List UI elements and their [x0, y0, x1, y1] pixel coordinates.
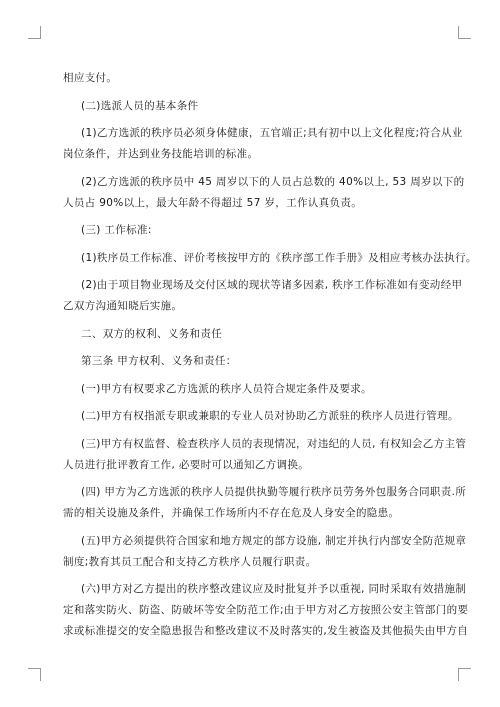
paragraph-line: 制度;教育其员工配合和支持乙方秩序人员履行职责。 — [63, 555, 317, 568]
crop-mark-top-right — [458, 26, 471, 39]
crop-mark-top-left — [28, 26, 41, 39]
paragraph-line: (一)甲方有权要求乙方选派的秩序人员符合规定条件及要求。 — [81, 382, 372, 395]
paragraph-line: (1)乙方选派的秩序员必须身体健康，五官端正;具有初中以上文化程度;符合从业 — [81, 127, 463, 139]
section-heading: (二)选派人员的基本条件 — [81, 99, 199, 112]
paragraph-line: 求或标准提交的安全隐患报告和整改建议不及时落实的,发生被盗及其他损失由甲方自 — [63, 625, 469, 637]
paragraph-line: (六)甲方对乙方提出的秩序整改建议应及时批复并予以重视, 同时采取有效措施制 — [81, 583, 467, 595]
paragraph-line: 人员占 90%以上，最大年龄不得超过 57 岁，工作认真负责。 — [63, 196, 363, 209]
paragraph-line: (2)乙方选派的秩序员中 45 周岁以下的人员占总数的 40%以上, 53 周岁以下的 — [81, 175, 465, 188]
text-line: 相应支付。 — [63, 72, 118, 84]
paragraph-line: (三)甲方有权监督、检查秩序人员的表现情况，对违纪的人员, 有权知会乙方主管 — [81, 437, 467, 450]
document-body — [63, 68, 477, 642]
paragraph-line: (1)秩序员工作标准、评价考核按甲方的《秩序部工作手册》及相应考核办法执行。 — [81, 251, 477, 264]
paragraph-line: 人员进行批评教育工作, 必要时可以通知乙方调换。 — [63, 458, 310, 471]
section-heading: 二、双方的权利、义务和责任 — [81, 327, 223, 340]
paragraph-line: (四) 甲方为乙方选派的秩序人员提供执勤等履行秩序员劳务外包服务合同职责.所 — [81, 486, 467, 498]
paragraph-line: (2)由于项目物业现场及交付区域的现状等诸多因素, 秩序工作标准如有变动经甲 — [81, 279, 463, 291]
paragraph-line: (五)甲方必须提供符合国家和地方规定的部方设施, 制定并执行内部安全防范规章 — [81, 534, 467, 547]
paragraph-line: (二)甲方有权指派专职或兼职的专业人员对协助乙方派驻的秩序人员进行管理。 — [81, 410, 459, 422]
clause-heading: 第三条 甲方权利、义务和责任： — [81, 355, 237, 367]
paragraph-line: 岗位条件，并达到业务技能培训的标准。 — [63, 148, 259, 160]
section-heading: (三) 工作标准: — [81, 224, 152, 236]
paragraph-line: 需的相关设施及条件，并确保工作场所内不存在危及人身安全的隐患。 — [63, 507, 400, 519]
crop-mark-bottom-left — [28, 668, 41, 681]
paragraph-line: 定和落实防火、防盗、防破坏等安全防范工作;由于甲方对乙方按照公安主管部门的要 — [63, 604, 469, 616]
paragraph-line: 乙双方沟通知晓后实施。 — [63, 300, 183, 312]
crop-mark-bottom-right — [458, 668, 471, 681]
